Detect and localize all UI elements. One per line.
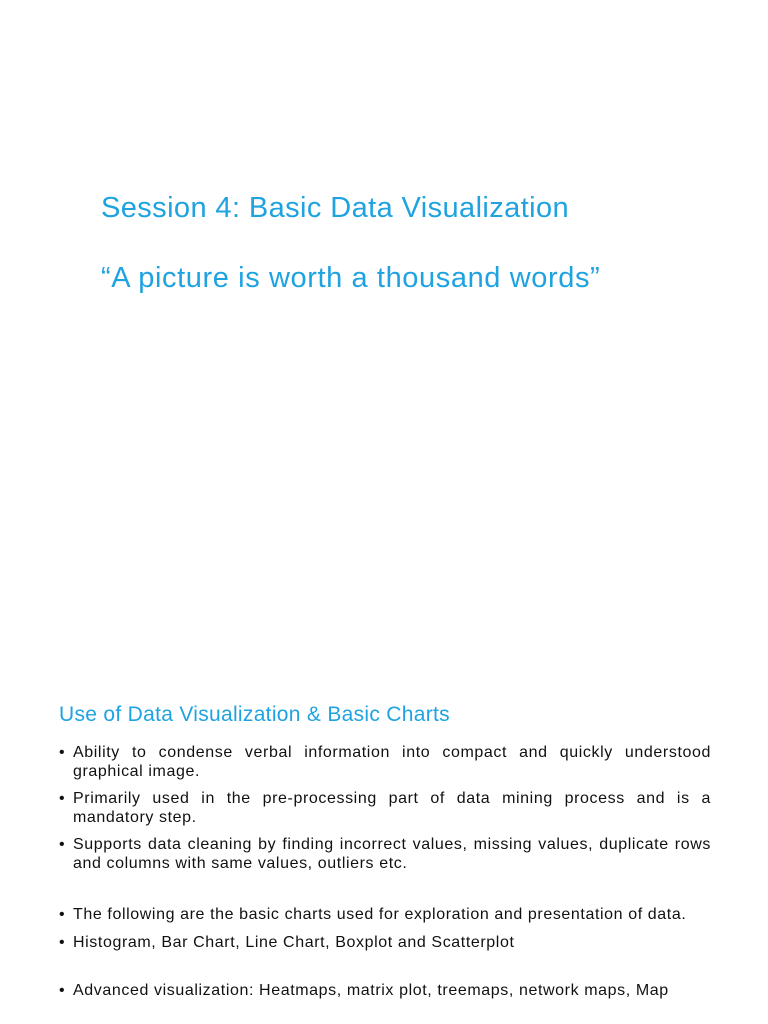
bullet-item: • Supports data cleaning by finding incorrect values, missing values, duplicate rows and columns with same values, outliers etc. <box>59 836 711 873</box>
bullet-item: • The following are the basic charts used for exploration and presentation of data. <box>59 906 711 925</box>
bullet-item: • Primarily used in the pre-processing part of data mining process and is a mandatory step. <box>59 790 711 827</box>
bullet-item: • Advanced visualization: Heatmaps, matrix plot, treemaps, network maps, Map <box>59 982 711 1001</box>
bullet-item: • Histogram, Bar Chart, Line Chart, Boxplot and Scatterplot <box>59 934 711 953</box>
slide-title: Session 4: Basic Data Visualization <box>101 192 570 224</box>
section-heading: Use of Data Visualization & Basic Charts <box>59 703 450 726</box>
bullet-item: • Ability to condense verbal information into compact and quickly understood graphical image. <box>59 744 711 781</box>
bullet-list <box>59 744 711 1001</box>
slide-subtitle-quote: “A picture is worth a thousand words” <box>101 262 601 294</box>
